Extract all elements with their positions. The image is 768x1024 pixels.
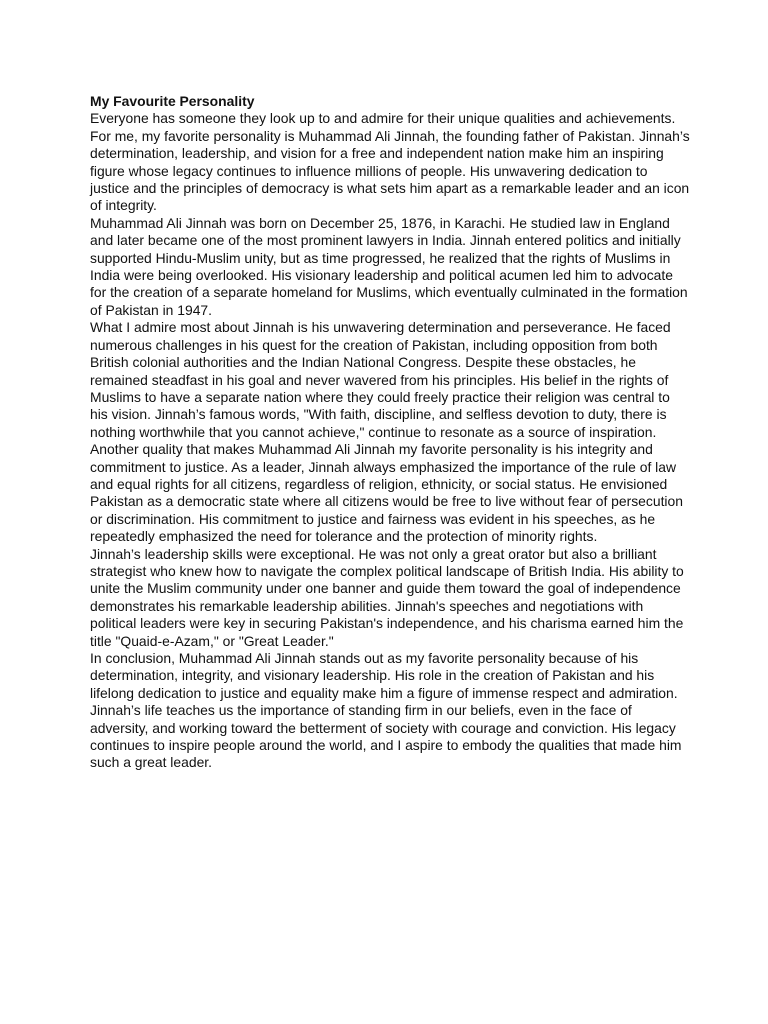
document-body <box>90 93 690 772</box>
paragraph-determination: What I admire most about Jinnah is his unwavering determination and perseverance. He faced numerous challenges in his quest for the creation of Pakistan, including opposition from both British colonial authorities and the Indian National Congress. Despite these obstacles, he remained steadfast in his goal and never wavered from his principles. His belief in the rights of Muslims to have a separate nation where they could freely practice their religion was central to his vision. Jinnah’s famous words, "With faith, discipline, and selfless devotion to duty, there is nothing worthwhile that you cannot achieve," continue to resonate as a source of inspiration. <box>90 319 671 440</box>
paragraph-conclusion: In conclusion, Muhammad Ali Jinnah stands out as my favorite personality because of his determination, integrity, and visionary leadership. His role in the creation of Pakistan and his lifelong dedication to justice and equality make him a figure of immense respect and admiration. Jinnah’s life teaches us the importance of standing firm in our beliefs, even in the face of adversity, and working toward the betterment of society with courage and conviction. His legacy continues to inspire people around the world, and I aspire to embody the qualities that made him such a great leader. <box>90 650 682 771</box>
paragraph-introduction: Everyone has someone they look up to and admire for their unique qualities and achievements. For me, my favorite personality is Muhammad Ali Jinnah, the founding father of Pakistan. Jinnah’s determination, leadership, and vision for a free and independent nation make him an inspiring figure whose legacy continues to influence millions of people. His unwavering dedication to justice and the principles of democracy is what sets him apart as a remarkable leader and an icon of integrity. <box>90 110 690 214</box>
paragraph-biography: Muhammad Ali Jinnah was born on December 25, 1876, in Karachi. He studied law in England and later became one of the most prominent lawyers in India. Jinnah entered politics and initially supported Hindu-Muslim unity, but as time progressed, he realized that the rights of Muslims in India were being overlooked. His visionary leadership and political acumen led him to advocate for the creation of a separate homeland for Muslims, which eventually culminated in the formation of Pakistan in 1947. <box>90 214 688 318</box>
paragraph-integrity: Another quality that makes Muhammad Ali Jinnah my favorite personality is his integrity and commitment to justice. As a leader, Jinnah always emphasized the importance of the rule of law and equal rights for all citizens, regardless of religion, ethnicity, or social status. He envisioned Pakistan as a democratic state where all citizens would be free to live without fear of persecution or discrimination. His commitment to justice and fairness was evident in his speeches, as he repeatedly emphasized the need for tolerance and the protection of minority rights. <box>90 441 683 545</box>
paragraph-leadership: Jinnah’s leadership skills were exceptional. He was not only a great orator but also a brilliant strategist who knew how to navigate the complex political landscape of British India. His ability to unite the Muslim community under one banner and guide them toward the goal of independence demonstrates his remarkable leadership abilities. Jinnah's speeches and negotiations with political leaders were key in securing Pakistan's independence, and his charisma earned him the title "Quaid-e-Azam," or "Great Leader." <box>90 545 684 649</box>
document-title: My Favourite Personality <box>90 93 255 109</box>
